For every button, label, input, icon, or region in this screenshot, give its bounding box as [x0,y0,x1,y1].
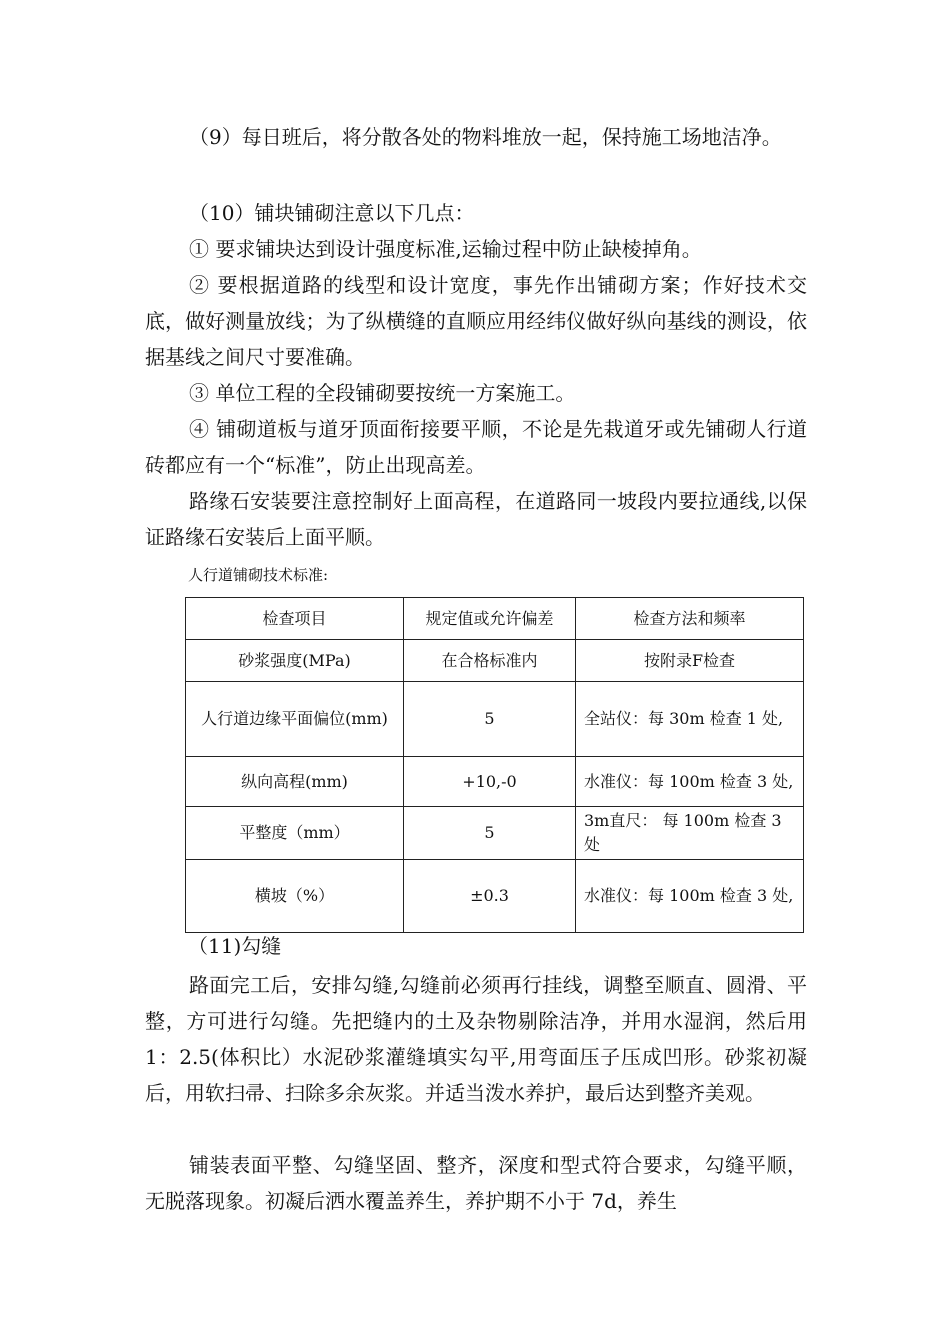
list-item-4: ④ 铺砌道板与道牙顶面衔接要平顺，不论是先栽道牙或先铺砌人行道砖都应有一个“标准”，防止出现高差。 [145,417,807,477]
table-cell: 按附录F检查 [576,640,804,682]
table-row [186,860,804,933]
table-cell: 水准仪：每 100m 检查 3 处, [576,860,804,933]
table-cell: 在合格标准内 [404,640,576,682]
table-header-cell: 检查项目 [186,598,404,640]
table-cell: 平整度（mm） [186,807,404,860]
table-caption: 人行道铺砌技术标准: [188,566,329,584]
table-cell: 砂浆强度(MPa) [186,640,404,682]
table-cell: 5 [404,682,576,757]
standards-table [185,597,804,933]
table-cell: +10,-0 [404,757,576,807]
table-row [186,682,804,757]
table-header-row [186,598,804,640]
table-cell: 横坡（%） [186,860,404,933]
table-header-cell: 检查方法和频率 [576,598,804,640]
table-cell: 全站仪：每 30m 检查 1 处, [576,682,804,757]
table-cell: 3m直尺： 每 100m 检查 3 处 [576,807,804,860]
table-row [186,757,804,807]
table-cell: 水准仪：每 100m 检查 3 处, [576,757,804,807]
paragraph-10: （10）铺块铺砌注意以下几点： [189,201,475,225]
paragraph-curb: 路缘石安装要注意控制好上面高程，在道路同一坡段内要拉通线,以保证路缘石安装后上面平顺。 [145,489,807,549]
table-row [186,807,804,860]
list-item-3: ③ 单位工程的全段铺砌要按统一方案施工。 [189,381,576,405]
table-cell: 人行道边缘平面偏位(mm) [186,682,404,757]
table-cell: 5 [404,807,576,860]
section-11-paragraph-1: 路面完工后，安排勾缝,勾缝前必须再行挂线，调整至顺直、圆滑、平整，方可进行勾缝。先把缝内的土及杂物剔除洁净，并用水湿润，然后用 1：2.5(体积比）水泥砂浆灌缝填实勾平,用弯面压子压成凹形。砂浆初凝后，用软扫帚、扫除多余灰浆。并适当泼水养护，最后达到整齐美观。 [145,973,807,1105]
list-item-2: ② 要根据道路的线型和设计宽度，事先作出铺砌方案；作好技术交底，做好测量放线；为了纵横缝的直顺应用经纬仪做好纵向基线的测设，依据基线之间尺寸要准确。 [145,273,807,369]
table-header-cell: 规定值或允许偏差 [404,598,576,640]
paragraph-9: （9）每日班后，将分散各处的物料堆放一起，保持施工场地洁净。 [189,125,782,149]
table-row [186,640,804,682]
table-cell: ±0.3 [404,860,576,933]
section-11-title: （11)勾缝 [188,934,282,958]
table-cell: 纵向高程(mm) [186,757,404,807]
section-11-paragraph-2: 铺装表面平整、勾缝坚固、整齐，深度和型式符合要求，勾缝平顺，无脱落现象。初凝后洒水覆盖养生，养护期不小于 7d，养生 [145,1153,807,1213]
list-item-1: ① 要求铺块达到设计强度标准,运输过程中防止缺棱掉角。 [189,237,702,261]
